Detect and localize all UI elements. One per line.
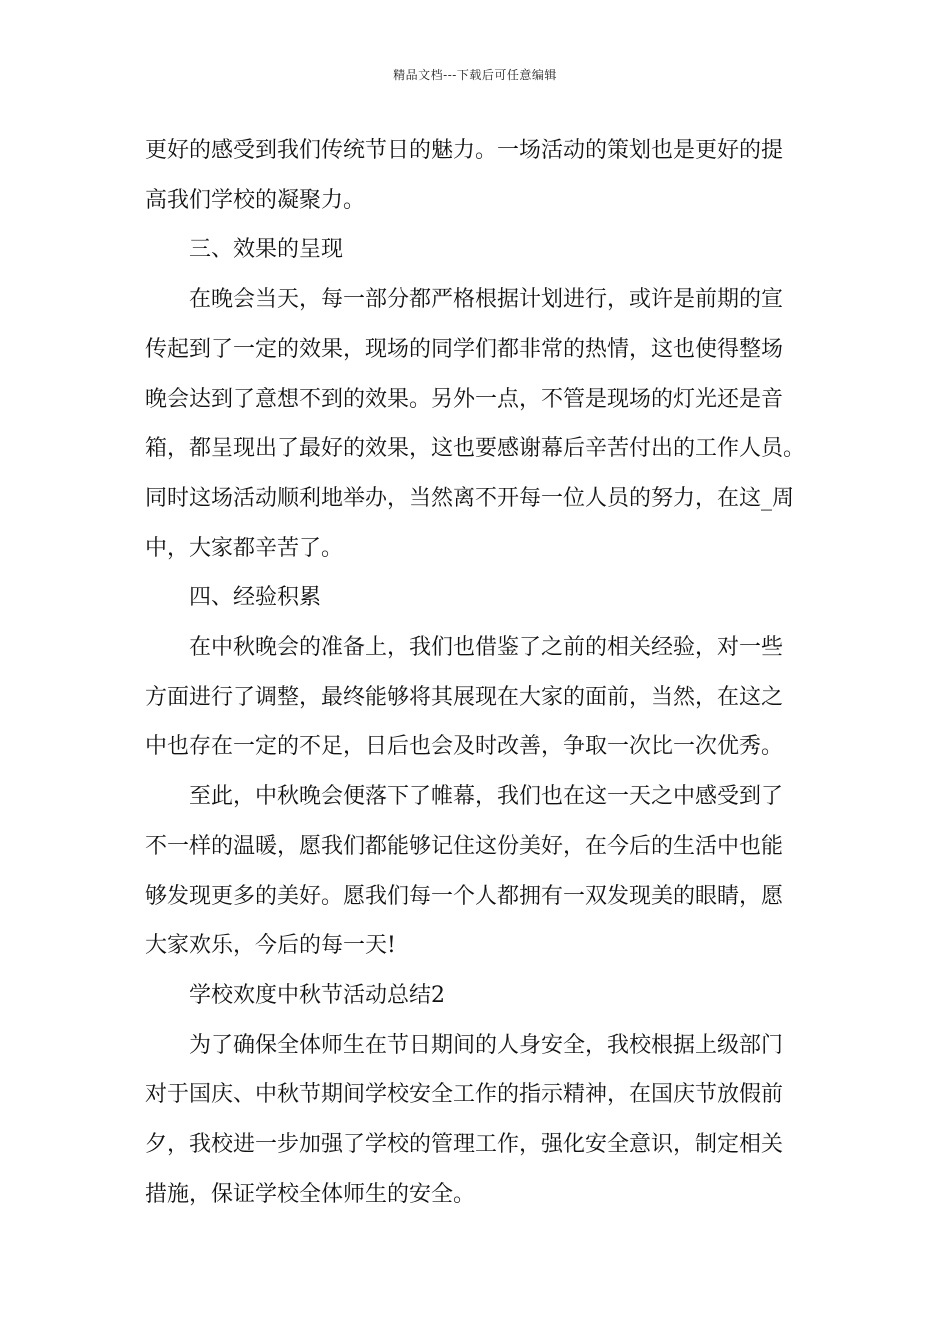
- text-line: 为了确保全体师生在节日期间的人身安全，我校根据上级部门: [145, 1032, 784, 1058]
- document-body: [145, 126, 810, 1219]
- text-line: 至此，中秋晚会便落下了帷幕，我们也在这一天之中感受到了: [145, 784, 784, 810]
- text-line: 够发现更多的美好。愿我们每一个人都拥有一双发现美的眼睛，愿: [145, 883, 784, 909]
- section-title: 学校欢度中秋节活动总结2: [145, 982, 445, 1008]
- section-heading: 四、经验积累: [145, 585, 322, 611]
- text-line: 更好的感受到我们传统节日的魅力。一场活动的策划也是更好的提: [145, 138, 784, 163]
- text-line: 中也存在一定的不足，日后也会及时改善，争取一次比一次优秀。: [145, 734, 784, 760]
- section-heading: 三、效果的呈现: [145, 237, 344, 263]
- text-line: 夕，我校进一步加强了学校的管理工作，强化安全意识，制定相关: [145, 1132, 784, 1158]
- text-line: 高我们学校的凝聚力。: [145, 187, 366, 213]
- text-line: 对于国庆、中秋节期间学校安全工作的指示精神，在国庆节放假前: [145, 1082, 784, 1108]
- text-line: 在晚会当天，每一部分都严格根据计划进行，或许是前期的宣: [145, 287, 784, 313]
- text-line: 措施，保证学校全体师生的安全。: [145, 1181, 476, 1207]
- text-line: 同时这场活动顺利地举办，当然离不开每一位人员的努力，在这_周: [145, 485, 795, 511]
- text-line: 大家欢乐，今后的每一天!: [145, 933, 396, 959]
- text-line: 在中秋晚会的准备上，我们也借鉴了之前的相关经验，对一些: [145, 635, 784, 661]
- text-line: 晚会达到了意想不到的效果。另外一点，不管是现场的灯光还是音: [145, 386, 784, 412]
- text-line: 方面进行了调整，最终能够将其展现在大家的面前，当然，在这之: [145, 684, 784, 710]
- text-line: 传起到了一定的效果，现场的同学们都非常的热情，这也使得整场: [145, 336, 784, 362]
- text-line: 箱，都呈现出了最好的效果，这也要感谢幕后辛苦付出的工作人员。: [145, 436, 806, 462]
- page-header: 精品文档---下载后可任意编辑: [393, 68, 557, 82]
- text-line: 不一样的温暖，愿我们都能够记住这份美好，在今后的生活中也能: [145, 833, 784, 859]
- text-line: 中，大家都辛苦了。: [145, 535, 344, 561]
